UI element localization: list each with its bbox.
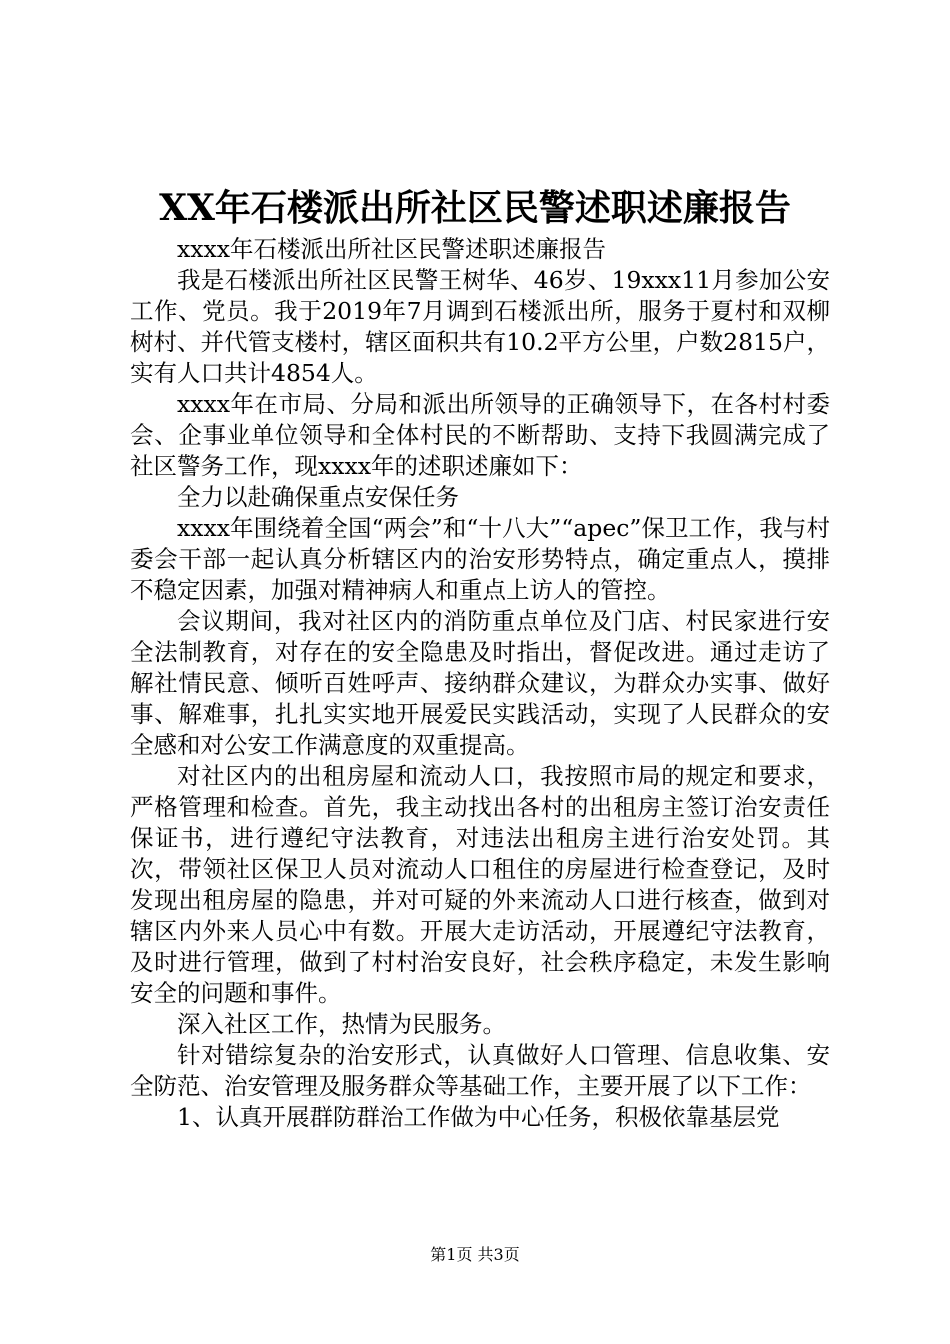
paragraph: 会议期间，我对社区内的消防重点单位及门店、村民家进行安全法制教育，对存在的安全隐患及时指出，督促改进。通过走访了解社情民意、倾听百姓呼声、接纳群众建议，为群众办实事、做好事、解难事，扎扎实实地开展爱民实践活动，实现了人民群众的安全感和对公安工作满意度的双重提高。 <box>130 607 830 759</box>
document-title: XX年石楼派出所社区民警述职述廉报告 <box>159 187 791 229</box>
section-heading: 深入社区工作，热情为民服务。 <box>177 1010 506 1038</box>
paragraph: xxxx年石楼派出所社区民警述职述廉报告 <box>177 235 607 263</box>
paragraph: 我是石楼派出所社区民警王树华、46岁、19xxx11月参加公安工作、党员。我于2019年7月调到石楼派出所，服务于夏村和双柳树村、并代管支楼村，辖区面积共有10.2平方公里，户数2815户，实有人口共计4854人。 <box>130 266 830 387</box>
document-body <box>130 234 830 1133</box>
list-item: 1、认真开展群防群治工作做为中心任务，积极依靠基层党 <box>177 1103 780 1131</box>
section-heading: 全力以赴确保重点安保任务 <box>177 483 459 511</box>
paragraph: xxxx年在市局、分局和派出所领导的正确领导下，在各村村委会、企事业单位领导和全体村民的不断帮助、支持下我圆满完成了社区警务工作，现xxxx年的述职述廉如下： <box>130 390 830 480</box>
paragraph: xxxx年围绕着全国“两会”和“十八大”“apec”保卫工作，我与村委会干部一起认真分析辖区内的治安形势特点，确定重点人，摸排不稳定因素，加强对精神病人和重点上访人的管控。 <box>130 514 830 604</box>
page-indicator: 第1页 共3页 <box>430 1245 520 1264</box>
page-footer <box>0 1244 950 1266</box>
paragraph: 针对错综复杂的治安形式，认真做好人口管理、信息收集、安全防范、治安管理及服务群众等基础工作，主要开展了以下工作： <box>130 1041 830 1100</box>
paragraph: 对社区内的出租房屋和流动人口，我按照市局的规定和要求，严格管理和检查。首先，我主动找出各村的出租房主签订治安责任保证书，进行遵纪守法教育，对违法出租房主进行治安处罚。其次，带领社区保卫人员对流动人口租住的房屋进行检查登记，及时发现出租房屋的隐患，并对可疑的外来流动人口进行核查，做到对辖区内外来人员心中有数。开展大走访活动，开展遵纪守法教育，及时进行管理，做到了村村治安良好，社会秩序稳定，未发生影响安全的问题和事件。 <box>130 762 830 1007</box>
